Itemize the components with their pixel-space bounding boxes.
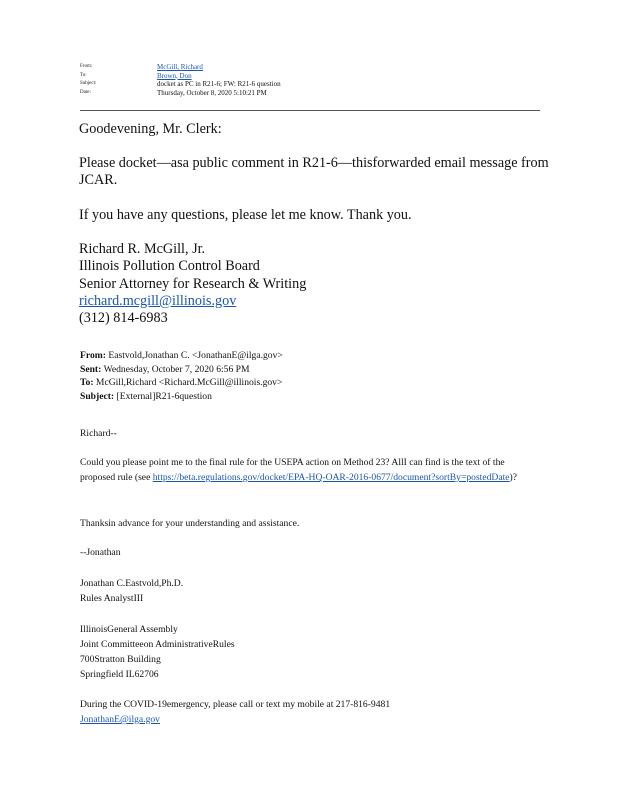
fwd-signature-name-block	[80, 576, 540, 606]
fwd-salutation: Richard--	[80, 428, 117, 439]
signature-name: Richard R. McGill, Jr.	[79, 241, 206, 257]
header-subject-label: Subject:	[80, 81, 97, 86]
header-subject-row	[80, 80, 550, 89]
fwd-subject-value: [External]R21-6question	[116, 390, 212, 402]
fwd-from-row	[80, 349, 283, 363]
fwd-question-text: Could you please point me to the final rule for the USEPA action on Method 23? AllI can find is the text of the proposed rule (see	[80, 457, 505, 483]
message-paragraph-1: Please docket—asa public comment in R21-6—thisforwarded email message from JCAR.	[79, 155, 549, 188]
fwd-sig-org1: IllinoisGeneral Assembly	[80, 624, 178, 635]
fwd-sig-addr2: Springfield IL62706	[80, 669, 159, 680]
fwd-covid-block	[80, 697, 540, 727]
signature-title: Senior Attorney for Research & Writing	[79, 275, 307, 292]
message-paragraph-2: If you have any questions, please let me know. Thank you.	[79, 207, 412, 223]
fwd-from-label: From:	[80, 350, 106, 361]
fwd-thanks: Thanksin advance for your understanding and assistance.	[80, 518, 300, 529]
fwd-covid-note: During the COVID-19emergency, please call or text my mobile at 217-816-9481	[80, 699, 391, 710]
email-header	[80, 63, 550, 97]
header-date-label: Date:	[80, 89, 91, 95]
fwd-question	[80, 455, 540, 485]
signature-email-link[interactable]: richard.mcgill@illinois.gov	[79, 292, 237, 309]
fwd-sent-row	[80, 363, 283, 377]
fwd-sig-name: Jonathan C.Eastvold,Ph.D.	[80, 578, 184, 589]
header-to-link[interactable]: Brown, Don	[157, 71, 192, 80]
fwd-sent-label: Sent:	[80, 363, 102, 375]
fwd-email-link[interactable]: JonathanE@ilga.gov	[80, 714, 160, 725]
fwd-sig-org2: Joint Committeeon AdministrativeRules	[80, 639, 235, 650]
fwd-closing: --Jonathan	[80, 547, 121, 558]
fwd-subject-row	[80, 390, 283, 404]
fwd-sig-title: Rules AnalystIII	[80, 593, 144, 604]
fwd-to-value: McGill,Richard <Richard.McGill@illinois.gov>	[95, 377, 283, 388]
fwd-sig-addr1: 700Stratton Building	[80, 654, 161, 665]
header-to-label: To:	[80, 72, 87, 78]
header-divider	[80, 110, 540, 111]
header-date-value: Thursday, October 8, 2020 5:10:21 PM	[157, 88, 267, 97]
sender-signature	[79, 241, 306, 327]
header-from-link[interactable]: McGill, Richard	[157, 63, 203, 71]
signature-org: Illinois Pollution Control Board	[79, 258, 260, 275]
fwd-to-label: To:	[80, 377, 94, 388]
regulations-link[interactable]: https://beta.regulations.gov/docket/EPA-HQ-OAR-2016-0677/document?sortBy=postedDate	[152, 472, 510, 483]
signature-phone: (312) 814-6983	[79, 310, 168, 327]
fwd-from-value: Eastvold,Jonathan C. <JonathanE@ilga.gov>	[108, 350, 283, 361]
header-date-row	[80, 89, 550, 98]
fwd-signature-address-block	[80, 622, 540, 682]
greeting: Goodevening, Mr. Clerk:	[79, 121, 222, 137]
header-from-label: From:	[80, 64, 93, 69]
header-from-row	[80, 63, 550, 72]
fwd-subject-label: Subject:	[80, 390, 115, 402]
fwd-question-end: )?	[509, 472, 517, 483]
fwd-to-row	[80, 376, 283, 390]
header-to-row	[80, 72, 550, 81]
forwarded-header	[80, 349, 283, 403]
header-subject-value: docket as PC in R21-6; FW: R21-6 question	[157, 80, 281, 88]
fwd-sent-value: Wednesday, October 7, 2020 6:56 PM	[103, 363, 250, 375]
